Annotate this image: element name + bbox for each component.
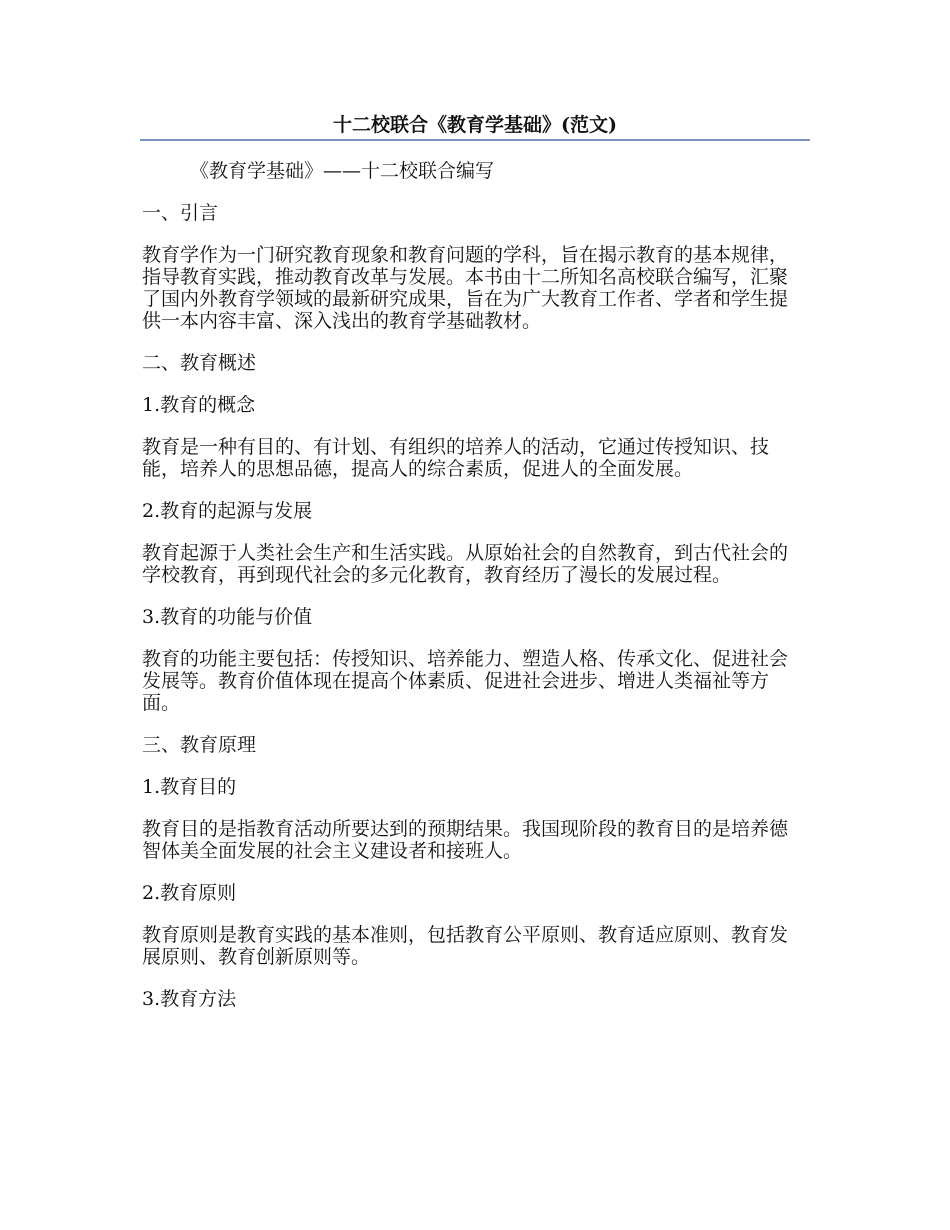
paragraph-introduction: 教育学作为一门研究教育现象和教育问题的学科，旨在揭示教育的基本规律，指导教育实践，推动教育改革与发展。本书由十二所知名高校联合编写，汇聚了国内外教育学领域的最新研究成果，旨在为广大教育工作者、学者和学生提供一本内容丰富、深入浅出的教育学基础教材。 [142,244,789,332]
title-underline [140,139,810,141]
document-title: 十二校联合《教育学基础》(范文) [333,114,617,136]
subheading-purpose: 1.教育目的 [142,776,237,798]
paragraph-rules: 教育原则是教育实践的基本准则，包括教育公平原则、教育适应原则、教育发展原则、教育创新原则等。 [142,924,789,968]
subheading-rules: 2.教育原则 [142,882,237,904]
paragraph-origin: 教育起源于人类社会生产和生活实践。从原始社会的自然教育，到古代社会的学校教育，再到现代社会的多元化教育，教育经历了漫长的发展过程。 [142,542,789,586]
subheading-methods: 3.教育方法 [142,988,237,1010]
section-heading-introduction: 一、引言 [142,202,219,224]
paragraph-purpose: 教育目的是指教育活动所要达到的预期结果。我国现阶段的教育目的是培养德智体美全面发展的社会主义建设者和接班人。 [142,818,789,862]
subheading-function: 3.教育的功能与价值 [142,606,313,628]
paragraph-function: 教育的功能主要包括：传授知识、培养能力、塑造人格、传承文化、促进社会发展等。教育价值体现在提高个体素质、促进社会进步、增进人类福祉等方面。 [142,648,789,714]
subheading-concept: 1.教育的概念 [142,394,256,416]
document-body [142,160,802,1030]
section-heading-overview: 二、教育概述 [142,352,257,374]
document-subtitle: 《教育学基础》——十二校联合编写 [190,160,495,182]
subheading-origin: 2.教育的起源与发展 [142,500,313,522]
paragraph-concept: 教育是一种有目的、有计划、有组织的培养人的活动，它通过传授知识、技能，培养人的思想品德，提高人的综合素质，促进人的全面发展。 [142,436,770,480]
section-heading-principles: 三、教育原理 [142,734,257,756]
